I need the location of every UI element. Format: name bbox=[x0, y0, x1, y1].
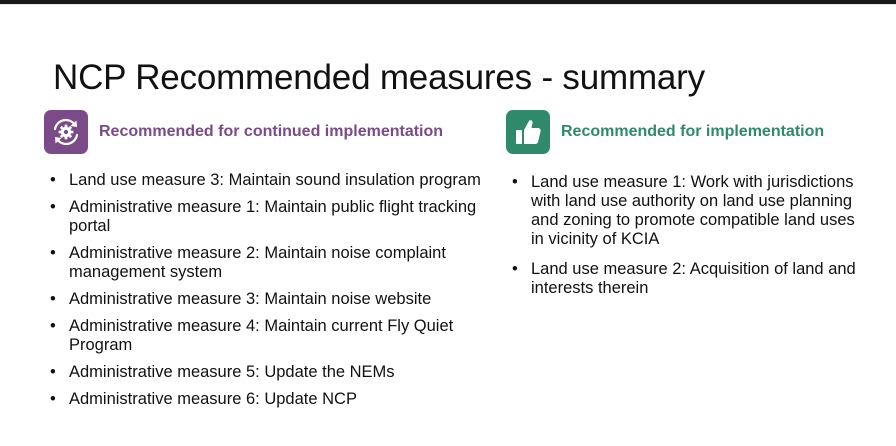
slide bbox=[0, 4, 896, 446]
list-item: • Land use measure 2: Acquisition of land and interests therein bbox=[512, 260, 862, 298]
implementation-heading: Recommended for implementation bbox=[561, 123, 825, 140]
continued-measures-list bbox=[50, 171, 490, 417]
thumbs-up-icon bbox=[506, 110, 550, 154]
list-item: • Administrative measure 1: Maintain public flight tracking portal bbox=[50, 198, 490, 236]
list-item: • Administrative measure 2: Maintain noise complaint management system bbox=[50, 244, 490, 282]
continued-implementation-header bbox=[44, 110, 443, 154]
list-item: • Land use measure 3: Maintain sound insulation program bbox=[50, 171, 490, 190]
list-item: • Land use measure 1: Work with jurisdictions with land use authority on land use planning and zoning to promote compatible land uses in vicinity of KCIA bbox=[512, 173, 862, 249]
implementation-measures-list bbox=[512, 173, 862, 309]
implementation-header bbox=[506, 110, 824, 154]
slide-title: NCP Recommended measures - summary bbox=[53, 58, 705, 97]
refresh-gear-icon bbox=[44, 110, 88, 154]
list-item: • Administrative measure 5: Update the NEMs bbox=[50, 363, 490, 382]
list-item: • Administrative measure 6: Update NCP bbox=[50, 390, 490, 409]
list-item: • Administrative measure 3: Maintain noise website bbox=[50, 290, 490, 309]
list-item: • Administrative measure 4: Maintain current Fly Quiet Program bbox=[50, 317, 490, 355]
continued-implementation-heading: Recommended for continued implementation bbox=[99, 123, 444, 140]
